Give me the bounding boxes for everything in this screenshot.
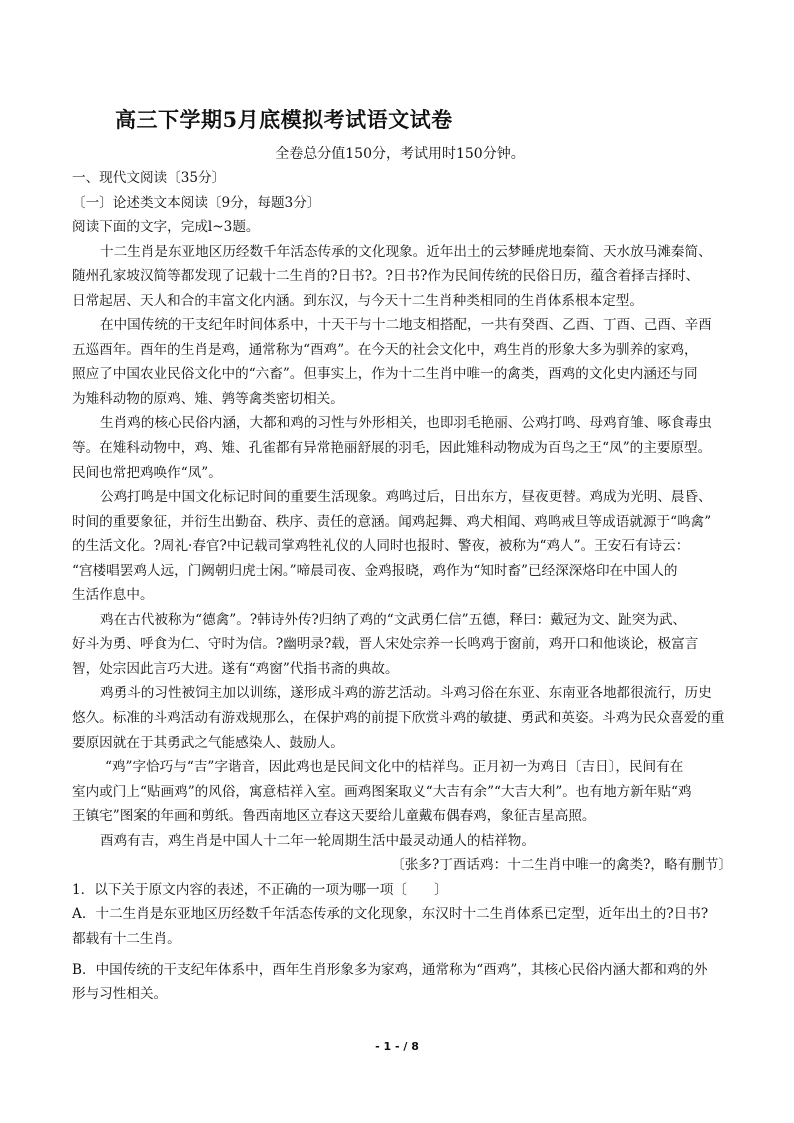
passage-line: “鸡”字恰巧与“吉”字谐音，因此鸡也是民间文化中的桔祥鸟。正月初一为鸡日〔吉日〕，民间有在 [105, 759, 684, 776]
page-number: - 1 - / 8 [375, 1040, 419, 1053]
passage-paragraph-1 [72, 240, 742, 314]
option-line: 形与习性相关。 [72, 986, 168, 1003]
reading-instruction: 阅读下面的文字，完成l~3题。 [72, 219, 260, 236]
passage-line: 生肖鸡的核心民俗内涵，大都和鸡的习性与外形相关，也即羽毛艳丽、公鸡打鸣、母鸡育雏、啄食毒虫 [100, 415, 712, 432]
passage-paragraph-2 [72, 313, 742, 411]
passage-paragraph-6 [72, 681, 742, 755]
passage-line: 民间也常把鸡唤作“凤”。 [72, 464, 222, 481]
option-line: A．十二生肖是东亚地区历经数千年活态传承的文化现象，东汉时十二生肖体系已定型，近年出土的?日书? [72, 906, 709, 923]
exam-title: 高三下学期5月底模拟考试语文试卷 [115, 107, 453, 132]
question-stem: 1．以下关于原文内容的表述，不正确的一项为哪一项〔 〕 [72, 881, 448, 898]
passage-line: 室内或门上“贴画鸡”的风俗，寓意桔祥入室。画鸡图案取义“大吉有余”“大吉大利”。也有地方新年贴“鸡 [72, 783, 692, 800]
passage-line: 鸡勇斗的习性被饲主加以训练，遂形成斗鸡的游艺活动。斗鸡习俗在东亚、东南亚各地都很流行，历史 [100, 685, 712, 702]
passage-line: 智，处宗因此言巧大进。遂有“鸡窗”代指书斋的典故。 [72, 660, 399, 677]
exam-body [72, 166, 742, 1007]
passage-line: 十二生肖是东亚地区历经数千年活态传承的文化现象。近年出土的云梦睡虎地秦简、天水放马滩秦简、 [100, 243, 712, 260]
question-option-b [72, 958, 742, 1007]
passage-paragraph-7 [72, 755, 742, 829]
passage-line: 随州孔家坡汉简等都发现了记载十二生肖的?日书?。?日书?作为民间传统的民俗日历，蕴含着择吉择时、 [72, 268, 700, 285]
passage-source: 〔张多?丁酉话鸡：十二生肖中唯一的禽类?，略有删节〕 [391, 857, 732, 874]
passage-line: 日常起居、天人和合的丰富文化内涵。到东汉，与今天十二生肖种类相同的生肖体系根本定型。 [72, 292, 643, 309]
passage-line: 王镇宅”图案的年画和剪纸。鲁西南地区立春这天要给儿童戴布偶春鸡，象征吉星高照。 [72, 808, 596, 825]
section-subheading: 〔一〕论述类文本阅读〔9分，每题3分〕 [72, 194, 321, 211]
passage-line: 在中国传统的干支纪年时间体系中，十天干与十二地支相搭配，一共有癸酉、乙酉、丁酉、己酉、辛酉 [100, 317, 712, 334]
exam-subtitle: 全卷总分值150分，考试用时150分钟。 [275, 146, 525, 162]
passage-line: 等。在雉科动物中，鸡、雉、孔雀都有异常艳丽舒展的羽毛，因此雉科动物成为百鸟之王“凤”的主要原型。 [72, 440, 712, 457]
passage-line: 要原因就在于其勇武之气能感染人、鼓励人。 [72, 734, 344, 751]
passage-line: 鸡在古代被称为“德禽”。?韩诗外传?归纳了鸡的“文武勇仁信”五德，释曰：戴冠为文、趾突为武、 [100, 611, 687, 628]
passage-line: 悠久。标准的斗鸡活动有游戏规那么，在保护鸡的前提下欣赏斗鸡的敏捷、勇武和英姿。斗鸡为民众喜爱的重 [72, 710, 725, 727]
passage-paragraph-8 [72, 829, 742, 854]
passage-line: 时间的重要象征，并衍生出勤奋、秩序、责任的意涵。闻鸡起舞、鸡犬相闻、鸡鸣戒旦等成语就源于“鸣禽” [72, 513, 712, 530]
passage-line: 五巡酉年。酉年的生肖是鸡，通常称为“酉鸡”。在今天的社会文化中，鸡生肖的形象大多为驯养的家鸡， [72, 341, 698, 358]
passage-paragraph-5 [72, 608, 742, 682]
passage-line: “宫楼唱罢鸡人远，门阙朝归虎士闲。”啼晨司夜、金鸡报晓，鸡作为“知时畜”已经深深烙印在中国人的 [72, 562, 678, 579]
passage-line: 好斗为勇、呼食为仁、守时为信。?幽明录?载，晋人宋处宗养一长鸣鸡于窗前，鸡开口和他谈论，极富言 [72, 636, 699, 653]
passage-line: 生活作息中。 [72, 587, 154, 604]
section-heading: 一、现代文阅读〔35分〕 [72, 170, 226, 186]
passage-line: 酉鸡有吉，鸡生肖是中国人十二年一轮周期生活中最灵动通人的桔祥物。 [100, 832, 535, 849]
question-option-a [72, 902, 742, 951]
passage-line: 公鸡打鸣是中国文化标记时间的重要生活现象。鸡鸣过后，日出东方，昼夜更替。鸡成为光明、晨昏、 [100, 489, 712, 506]
passage-line: 为雉科动物的原鸡、雉、鹑等禽类密切相关。 [72, 390, 344, 407]
option-line: 都载有十二生肖。 [72, 930, 181, 947]
passage-paragraph-4 [72, 485, 742, 608]
option-line: B．中国传统的干支纪年体系中，酉年生肖形象多为家鸡，通常称为“酉鸡”，其核心民俗内涵大都和鸡的外 [72, 961, 708, 978]
passage-line: 照应了中国农业民俗文化中的“六畜”。但事实上，作为十二生肖中唯一的禽类，酉鸡的文化史内涵还与同 [72, 366, 698, 383]
passage-paragraph-3 [72, 411, 742, 485]
passage-line: 的生活文化。?周礼·春官?中记载司掌鸡牲礼仪的人同时也报时、警夜，被称为“鸡人”。王安石有诗云： [72, 538, 690, 555]
